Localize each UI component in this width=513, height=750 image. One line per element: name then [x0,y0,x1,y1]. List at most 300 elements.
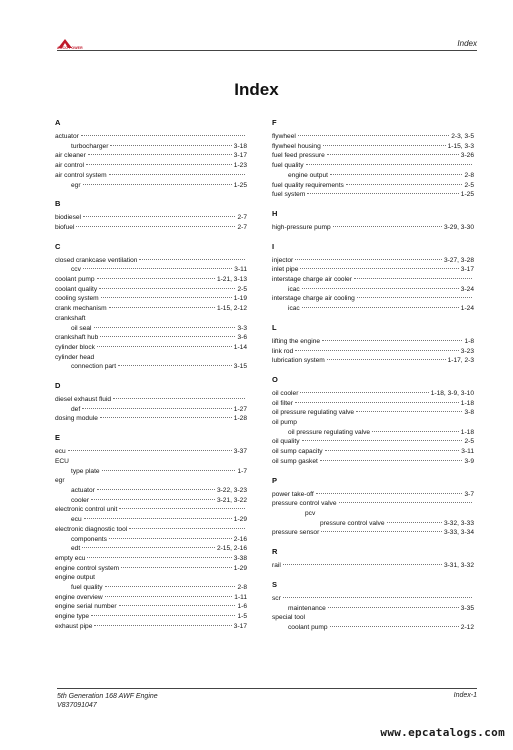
entry-term: cylinder block [55,343,95,351]
index-entry [272,519,474,529]
index-section-i [272,242,474,314]
index-section-h [272,209,474,233]
index-entry [55,395,247,405]
entry-term: lifting the engine [272,337,321,345]
index-entry [272,594,474,604]
index-entry [272,457,474,467]
dot-leader [387,522,442,523]
section-letter: F [272,118,277,127]
entry-term: oil quality [272,438,300,446]
entry-page-ref: 1-18, 3-9, 3-10 [430,389,474,397]
index-entry [55,314,247,324]
index-section-c [55,242,247,372]
entry-term: link rod [272,347,294,355]
entry-term: air cleaner [55,152,86,160]
entry-term: air control [55,162,84,170]
entry-page-ref: 1-23 [233,162,247,170]
entry-page-ref: 1-11 [234,593,247,601]
dot-leader [339,502,472,503]
index-entry [55,544,247,554]
entry-term: fuel feed pressure [272,152,325,160]
entry-page-ref: 3-17 [460,266,474,274]
entry-term: oil filter [272,399,293,407]
dot-leader [300,268,458,269]
index-section-o [272,375,474,467]
dot-leader [121,567,232,568]
dot-leader [327,154,459,155]
index-section-e [55,433,247,631]
entry-term: fuel quality [272,162,304,170]
dot-leader [113,398,245,399]
dot-leader [298,135,449,136]
dot-leader [372,431,459,432]
index-section-b [55,199,247,232]
dot-leader [99,288,235,289]
dot-leader [300,392,428,393]
entry-term: lubrication system [272,357,325,365]
header-title: Index [457,39,477,48]
entry-page-ref: 2-12 [460,623,474,631]
index-entry [55,457,247,467]
entry-page-ref: 3-32, 3-33 [443,519,474,527]
entry-term: ecu [71,516,82,524]
footer-document-number: V837091047 [57,702,97,709]
index-section-l [272,323,474,366]
dot-leader [325,450,460,451]
dot-leader [83,268,232,269]
section-letter: S [272,579,278,589]
index-entry [272,151,474,161]
entry-page-ref: 3-17 [233,622,247,630]
index-entry [55,285,247,295]
footer-page-number: Index-1 [453,692,477,699]
dot-leader [139,259,245,260]
entry-term: interstage charge air cooling [272,295,355,303]
entry-term: engine type [55,613,90,621]
entry-term: coolant quality [55,285,98,293]
dot-leader [302,288,459,289]
index-entry [55,343,247,353]
dot-leader [100,417,232,418]
entry-page-ref: 2-5 [464,181,474,189]
index-entry [55,132,247,142]
dot-leader [102,470,236,471]
dot-leader [295,259,442,260]
dot-leader [83,216,235,217]
index-entry [272,347,474,357]
index-entry [272,223,474,233]
entry-page-ref: 1-5 [237,613,247,621]
index-entry [55,161,247,171]
entry-term: high-pressure pump [272,223,331,231]
index-entry [55,142,247,152]
index-entry [272,418,474,428]
entry-term: interstage charge air cooler [272,276,352,284]
entry-term: edt [71,545,81,553]
index-entry [272,294,474,304]
entry-term: empty ecu [55,554,86,562]
index-entry [272,613,474,623]
index-entry [272,275,474,285]
entry-term: egr [55,477,65,485]
dot-leader [83,184,232,185]
index-entry [272,408,474,418]
entry-term: pressure control valve [320,519,385,527]
entry-page-ref: 3-18 [233,142,247,150]
dot-leader [82,408,232,409]
entry-page-ref: 1-14 [233,343,247,351]
index-section-s [272,580,474,633]
dot-leader [86,164,232,165]
index-entry [55,467,247,477]
entry-term: oil seal [71,324,92,332]
section-letter: A [55,118,61,127]
dot-leader [302,440,463,441]
dot-leader [316,493,463,494]
index-entry [55,294,247,304]
index-entry [55,486,247,496]
footer-divider [57,688,477,689]
entry-term: icac [288,285,300,293]
dot-leader [328,607,459,608]
entry-term: engine output [288,171,328,179]
index-entry [55,256,247,266]
dot-leader [109,307,215,308]
entry-term: closed crankcase ventilation [55,256,138,264]
dot-leader [321,531,442,532]
entry-page-ref: 1-28 [233,415,247,423]
dot-leader [109,174,245,175]
entry-term: oil sump capacity [272,448,323,456]
entry-term: icac [288,305,300,313]
index-entry [55,525,247,535]
entry-page-ref: 2-8 [237,584,247,592]
entry-term: actuator [71,486,95,494]
entry-term: crankshaft [55,314,86,322]
entry-page-ref: 1-6 [237,603,247,611]
entry-page-ref: 3-7 [464,490,474,498]
index-column-right [272,118,474,642]
index-entry [55,213,247,223]
entry-term: cooler [71,496,89,504]
index-entry [55,324,247,334]
index-entry [272,304,474,314]
index-entry [55,564,247,574]
entry-page-ref: 1-7 [237,467,247,475]
entry-page-ref: 2-8 [464,171,474,179]
dot-leader [110,145,231,146]
dot-leader [295,350,459,351]
entry-page-ref: 3-17 [233,152,247,160]
entry-page-ref: 3-6 [237,334,247,342]
entry-page-ref: 1-15, 2-12 [216,305,247,313]
entry-page-ref: 3-11 [234,266,247,274]
entry-page-ref: 1-29 [233,564,247,572]
entry-term: biofuel [55,223,75,231]
dot-leader [283,597,472,598]
entry-term: coolant pump [55,276,95,284]
entry-term: power take-off [272,490,314,498]
entry-page-ref: 1-15, 3-3 [447,142,474,150]
dot-leader [94,625,231,626]
entry-page-ref: 3-21, 3-22 [216,496,247,504]
entry-term: fuel quality requirements [272,181,344,189]
dot-leader [327,359,446,360]
entry-term: special tool [272,614,305,622]
entry-term: air control system [55,171,107,179]
entry-page-ref: 1-17, 2-3 [447,357,474,365]
entry-term: crank mechanism [55,305,107,313]
entry-term: ecu [55,448,66,456]
entry-term: engine overview [55,593,103,601]
watermark: www.epcatalogs.com [380,726,505,739]
index-entry [55,573,247,583]
dot-leader [322,340,462,341]
index-entry [272,399,474,409]
entry-page-ref: 2-5 [237,285,247,293]
dot-leader [87,557,231,558]
entry-page-ref: 1-21, 3-13 [216,276,247,284]
index-entry [55,476,247,486]
entry-term: injector [272,256,294,264]
entry-page-ref: 2-15, 2-16 [216,545,247,553]
index-entry [55,171,247,181]
index-entry [55,353,247,363]
entry-term: fuel quality [71,584,103,592]
index-entry [55,505,247,515]
index-entry [272,447,474,457]
index-section-p [272,476,474,539]
entry-page-ref: 3-24 [460,285,474,293]
footer-engine-title: 5th Generation 168 AWF Engine [57,693,158,700]
index-entry [272,490,474,500]
entry-term: oil sump gasket [272,457,318,465]
entry-page-ref: 3-31, 3-32 [443,562,474,570]
entry-page-ref: 3-9 [464,457,474,465]
entry-term: rail [272,562,281,570]
index-entry [55,405,247,415]
entry-term: oil cooler [272,389,299,397]
dot-leader [307,193,458,194]
footer-document-info [57,692,158,710]
entry-term: ECU [55,457,69,465]
section-letter: D [55,381,61,391]
section-letter: R [272,547,278,557]
index-entry [272,428,474,438]
index-entry [272,356,474,366]
entry-term: oil pressure regulating valve [288,428,371,436]
section-letter: P [272,475,278,485]
entry-page-ref: 2-5 [464,438,474,446]
index-entry [272,190,474,200]
entry-page-ref: 3-35 [460,604,474,612]
index-entry [55,151,247,161]
entry-term: flywheel housing [272,142,321,150]
header-divider [57,50,477,51]
index-entry [272,389,474,399]
index-entry [55,602,247,612]
dot-leader [91,615,235,616]
index-entry [272,142,474,152]
index-entry [55,622,247,632]
entry-page-ref: 3-27, 3-28 [443,256,474,264]
entry-term: engine serial number [55,603,117,611]
index-entry [55,535,247,545]
index-entry [55,181,247,191]
entry-term: type plate [71,467,100,475]
index-entry [55,612,247,622]
entry-page-ref: 3-11 [461,448,474,456]
dot-leader [119,605,236,606]
section-letter: H [272,208,278,218]
entry-page-ref: 3-38 [233,554,247,562]
section-letter: B [55,199,61,209]
entry-term: engine output [55,574,95,582]
entry-page-ref: 1-18 [460,399,474,407]
section-letter: O [272,374,278,384]
dot-leader [94,327,236,328]
index-entry [272,337,474,347]
entry-page-ref: 3-15 [233,363,247,371]
index-entry [272,509,474,519]
dot-leader [105,596,233,597]
entry-page-ref: 1-24 [460,305,474,313]
dot-leader [129,528,245,529]
dot-leader [333,226,442,227]
entry-term: pressure control valve [272,500,337,508]
entry-term: fuel system [272,191,306,199]
dot-leader [88,154,232,155]
entry-page-ref: 1-29 [233,516,247,524]
entry-page-ref: 3-22, 3-23 [216,486,247,494]
entry-term: ccv [71,266,81,274]
index-entry [272,161,474,171]
dot-leader [68,450,232,451]
index-entry [272,171,474,181]
dot-leader [330,174,463,175]
dot-leader [306,164,472,165]
index-entry [272,561,474,571]
dot-leader [81,135,245,136]
dot-leader [84,518,232,519]
index-entry [272,265,474,275]
entry-page-ref: 3-29, 3-30 [443,223,474,231]
index-entry [272,256,474,266]
dot-leader [323,145,446,146]
index-section-d [55,381,247,424]
entry-term: scr [272,594,281,602]
entry-term: oil pressure regulating valve [272,409,355,417]
entry-term: inlet pipe [272,266,299,274]
entry-term: dosing module [55,415,98,423]
entry-term: def [71,405,81,413]
entry-term: cylinder head [55,353,95,361]
dot-leader [100,336,235,337]
index-entry [55,496,247,506]
entry-term: pcv [305,509,316,517]
entry-term: exhaust pipe [55,622,93,630]
entry-term: maintenance [288,604,326,612]
index-entry [55,583,247,593]
index-entry [55,275,247,285]
index-entry [272,437,474,447]
index-entry [55,554,247,564]
index-entry [55,223,247,233]
dot-leader [101,297,232,298]
dot-leader [357,297,472,298]
dot-leader [97,489,215,490]
entry-page-ref: 1-25 [233,181,247,189]
entry-term: actuator [55,133,79,140]
index-section-a [55,118,247,190]
entry-page-ref: 3-23 [460,347,474,355]
dot-leader [109,538,232,539]
dot-leader [118,365,232,366]
index-entry [272,528,474,538]
dot-leader [97,346,232,347]
entry-page-ref: 3-8 [464,409,474,417]
page-title: Index [234,80,279,99]
entry-page-ref: 1-25 [460,191,474,199]
dot-leader [82,547,215,548]
index-entry [55,362,247,372]
index-entry [55,447,247,457]
index-entry [55,515,247,525]
entry-page-ref: 2-7 [237,223,247,231]
section-letter: L [272,322,277,332]
entry-page-ref: 3-37 [233,448,247,456]
index-entry [272,604,474,614]
entry-term: crankshaft hub [55,334,99,342]
entry-page-ref: 2-7 [237,214,247,222]
dot-leader [105,586,236,587]
section-letter: C [55,241,61,251]
section-letter: I [272,241,275,251]
index-entry [272,499,474,509]
dot-leader [91,499,215,500]
dot-leader [97,278,215,279]
entry-page-ref: 2-3, 3-5 [451,133,474,140]
entry-page-ref: 3-26 [460,152,474,160]
entry-page-ref: 1-19 [233,295,247,303]
dot-leader [283,564,442,565]
entry-term: flywheel [272,133,296,140]
index-column-left [55,118,247,641]
index-entry [55,414,247,424]
section-letter: E [55,433,61,443]
entry-page-ref: 1-18 [460,428,474,436]
entry-term: cooling system [55,295,99,303]
entry-term: components [71,535,107,543]
index-entry [272,285,474,295]
entry-term: electronic control unit [55,506,118,514]
entry-term: oil pump [272,419,297,427]
dot-leader [354,278,472,279]
dot-leader [330,626,459,627]
dot-leader [119,508,245,509]
index-section-f [272,118,474,200]
dot-leader [76,226,235,227]
entry-page-ref: 1-8 [464,337,474,345]
entry-term: engine control system [55,564,120,572]
logo-text: AGCO POWER [57,46,83,50]
entry-term: turbocharger [71,142,109,150]
entry-term: pressure sensor [272,529,320,537]
entry-term: electronic diagnostic tool [55,525,128,533]
entry-term: diesel exhaust fluid [55,396,112,404]
entry-term: egr [71,181,81,189]
dot-leader [302,307,459,308]
